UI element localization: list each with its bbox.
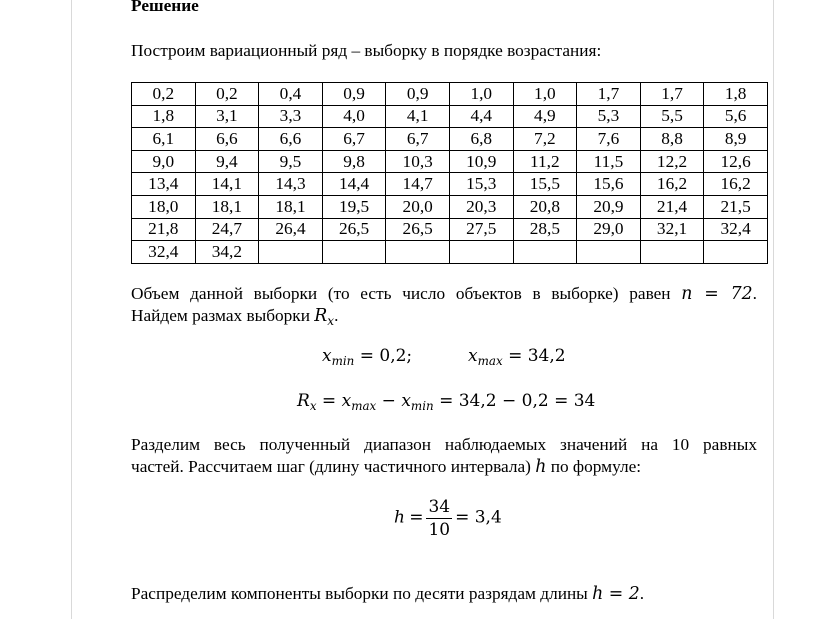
table-cell <box>640 241 704 264</box>
distribute-paragraph <box>131 583 757 605</box>
table-row <box>132 128 768 151</box>
table-cell: 8,9 <box>704 128 768 151</box>
table-row <box>132 105 768 128</box>
solution-heading: Решение <box>131 0 199 15</box>
table-cell: 15,5 <box>513 173 577 196</box>
divide-text-end: по формуле: <box>546 457 642 476</box>
distribute-text: Распределим компоненты выборки по десяти разрядам длины <box>131 584 588 603</box>
table-cell: 1,7 <box>640 83 704 106</box>
table-cell: 21,8 <box>132 218 196 241</box>
xmin-var: x <box>322 346 332 366</box>
table-cell: 1,0 <box>449 83 513 106</box>
xmax-sub: max <box>351 399 377 414</box>
table-cell: 21,5 <box>704 195 768 218</box>
period: . <box>334 306 339 325</box>
table-cell: 24,7 <box>195 218 259 241</box>
table-cell: 6,7 <box>386 128 450 151</box>
table-cell: 34,2 <box>195 241 259 264</box>
page-right-edge <box>773 0 774 619</box>
range-var: R <box>314 306 328 326</box>
table-cell: 6,6 <box>195 128 259 151</box>
table-cell <box>704 241 768 264</box>
table-cell: 14,7 <box>386 173 450 196</box>
table-cell: 27,5 <box>449 218 513 241</box>
table-cell: 18,0 <box>132 195 196 218</box>
table-cell: 6,1 <box>132 128 196 151</box>
table-cell: 0,4 <box>259 83 323 106</box>
table-cell: 16,2 <box>640 173 704 196</box>
step-formula <box>394 496 502 541</box>
table-cell: 10,3 <box>386 150 450 173</box>
table-cell: 18,1 <box>195 195 259 218</box>
period: . <box>639 584 645 603</box>
table-row <box>132 173 768 196</box>
minus-sign: − <box>376 391 402 411</box>
table-cell <box>449 241 513 264</box>
table-cell: 7,2 <box>513 128 577 151</box>
table-cell <box>386 241 450 264</box>
table-cell: 32,4 <box>704 218 768 241</box>
table-cell: 14,3 <box>259 173 323 196</box>
table-cell: 6,8 <box>449 128 513 151</box>
table-cell: 28,5 <box>513 218 577 241</box>
table-cell: 8,8 <box>640 128 704 151</box>
table-cell: 20,3 <box>449 195 513 218</box>
range-symbol <box>314 306 335 329</box>
step-result: = 3,4 <box>455 507 502 528</box>
page-left-edge <box>71 0 72 619</box>
table-cell: 10,9 <box>449 150 513 173</box>
table-cell: 6,6 <box>259 128 323 151</box>
table-cell: 16,2 <box>704 173 768 196</box>
table-cell: 9,5 <box>259 150 323 173</box>
table-cell: 20,0 <box>386 195 450 218</box>
table-row <box>132 150 768 173</box>
equals-sign: = <box>409 507 424 528</box>
table-cell: 3,1 <box>195 105 259 128</box>
xmin-equation <box>322 346 413 369</box>
xmin-var: x <box>401 391 411 411</box>
range-eq-var: R <box>297 391 310 411</box>
xmax-value: = 34,2 <box>502 346 566 366</box>
xmax-sub: max <box>477 354 503 369</box>
fraction-numerator: 34 <box>428 497 451 517</box>
table-cell: 5,6 <box>704 105 768 128</box>
table-cell: 29,0 <box>577 218 641 241</box>
table-cell: 9,8 <box>322 150 386 173</box>
step-var: h <box>535 457 547 477</box>
bin-width-formula: h = 2 <box>592 584 640 604</box>
table-cell <box>577 241 641 264</box>
sample-volume-line <box>131 283 757 305</box>
table-cell: 0,9 <box>322 83 386 106</box>
divide-paragraph-line2 <box>131 456 757 478</box>
divide-paragraph-line1: Разделим весь полученный диапазон наблюдаемых значений на 10 равных <box>131 435 757 454</box>
divide-text: частей. Рассчитаем шаг (длину частичного интервала) <box>131 457 531 476</box>
table-cell <box>322 241 386 264</box>
xmin-value: = 0,2; <box>354 346 413 366</box>
table-cell: 15,6 <box>577 173 641 196</box>
table-cell: 0,9 <box>386 83 450 106</box>
table-cell: 4,9 <box>513 105 577 128</box>
equals-sign: = <box>316 391 342 411</box>
table-row <box>132 241 768 264</box>
table-cell: 9,0 <box>132 150 196 173</box>
table-cell: 11,2 <box>513 150 577 173</box>
table-cell: 4,0 <box>322 105 386 128</box>
table-cell: 20,9 <box>577 195 641 218</box>
table-cell: 6,7 <box>322 128 386 151</box>
table-cell: 21,4 <box>640 195 704 218</box>
table-cell: 18,1 <box>259 195 323 218</box>
xmax-var: x <box>468 346 478 366</box>
table-cell: 5,3 <box>577 105 641 128</box>
sample-range-line <box>131 305 757 327</box>
table-cell: 4,1 <box>386 105 450 128</box>
table-cell: 1,7 <box>577 83 641 106</box>
variation-series-table <box>131 82 768 264</box>
table-cell: 13,4 <box>132 173 196 196</box>
table-cell: 15,3 <box>449 173 513 196</box>
range-result: = 34,2 − 0,2 = 34 <box>433 391 596 411</box>
table-cell: 11,5 <box>577 150 641 173</box>
step-fraction <box>426 496 452 541</box>
xmin-sub: min <box>410 399 434 414</box>
range-eq-sub: x <box>309 399 317 414</box>
table-cell <box>513 241 577 264</box>
table-cell: 5,5 <box>640 105 704 128</box>
table-cell: 1,0 <box>513 83 577 106</box>
table-cell: 19,5 <box>322 195 386 218</box>
table-cell: 14,4 <box>322 173 386 196</box>
range-sub: x <box>327 314 335 329</box>
table-row <box>132 218 768 241</box>
intro-paragraph: Построим вариационный ряд – выборку в порядке возрастания: <box>131 41 602 60</box>
xmax-var: x <box>341 391 352 411</box>
table-cell: 9,4 <box>195 150 259 173</box>
table-cell: 1,8 <box>704 83 768 106</box>
table-row <box>132 83 768 106</box>
table-cell: 3,3 <box>259 105 323 128</box>
table-cell: 4,4 <box>449 105 513 128</box>
sample-range-text: Найдем размах выборки <box>131 306 310 325</box>
sample-size-formula: n = 72 <box>681 284 753 304</box>
table-cell: 26,4 <box>259 218 323 241</box>
table-cell: 0,2 <box>132 83 196 106</box>
table-cell: 12,6 <box>704 150 768 173</box>
table-cell: 1,8 <box>132 105 196 128</box>
xmax-equation <box>468 346 566 369</box>
table-cell: 7,6 <box>577 128 641 151</box>
table-cell: 26,5 <box>386 218 450 241</box>
table-cell: 14,1 <box>195 173 259 196</box>
table-cell: 12,2 <box>640 150 704 173</box>
step-lhs: h <box>394 507 405 528</box>
table-cell: 26,5 <box>322 218 386 241</box>
table-cell: 32,1 <box>640 218 704 241</box>
period: . <box>752 284 757 303</box>
sample-volume-text: Объем данной выборки (то есть число объектов в выборке) равен <box>131 284 671 303</box>
range-equation <box>297 391 596 414</box>
table-row <box>132 195 768 218</box>
table-cell: 0,2 <box>195 83 259 106</box>
xmin-sub: min <box>331 354 355 369</box>
table-cell: 32,4 <box>132 241 196 264</box>
fraction-denominator: 10 <box>428 520 451 540</box>
table-cell: 20,8 <box>513 195 577 218</box>
table-cell <box>259 241 323 264</box>
